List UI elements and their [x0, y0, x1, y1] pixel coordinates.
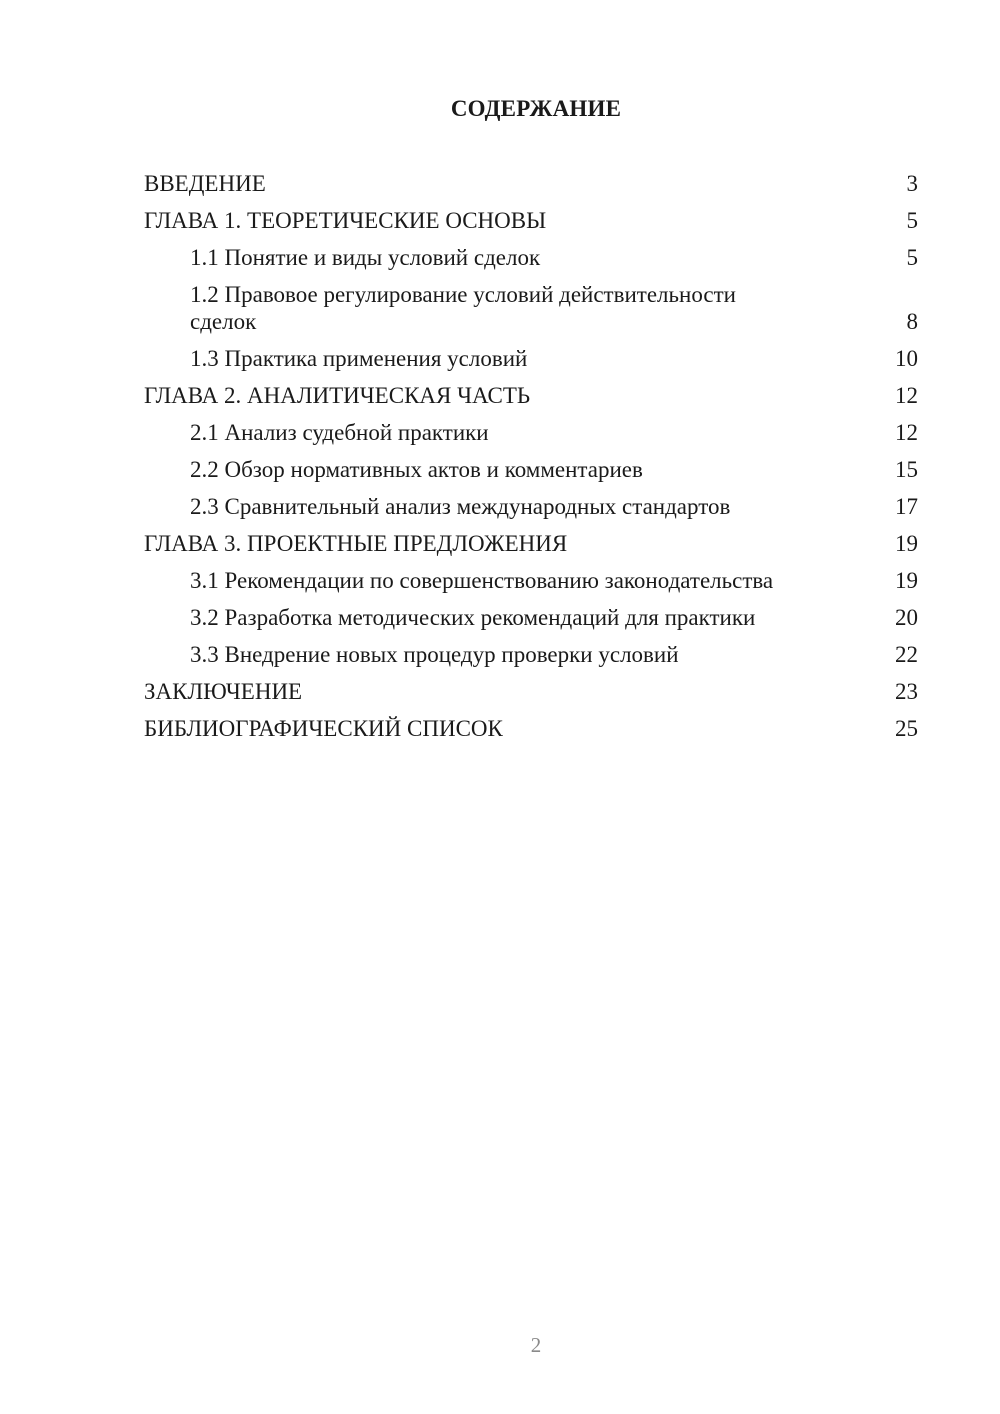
toc-entry-text: 2.2 Обзор нормативных актов и комментариев	[190, 457, 643, 482]
toc-entry-text: ГЛАВА 2. АНАЛИТИЧЕСКАЯ ЧАСТЬ	[144, 383, 531, 408]
toc-entry-page: 5	[906, 208, 918, 233]
toc-entry-text: БИБЛИОГРАФИЧЕСКИЙ СПИСОК	[144, 716, 503, 741]
toc-entry-page: 8	[906, 309, 918, 334]
toc-entry-page: 12	[895, 383, 918, 408]
toc-entry-text: ГЛАВА 3. ПРОЕКТНЫЕ ПРЕДЛОЖЕНИЯ	[144, 531, 568, 556]
toc-subentry[interactable]	[144, 454, 918, 491]
toc-entry-page: 5	[906, 245, 918, 270]
toc-entry-page: 19	[895, 568, 918, 593]
toc-subentry[interactable]	[144, 343, 918, 380]
toc-entry-page: 15	[895, 457, 918, 482]
toc-entry-page: 20	[895, 605, 918, 630]
table-of-contents	[144, 168, 918, 750]
toc-entry-text: 1.3 Практика применения условий	[190, 346, 528, 371]
toc-entry-text: 2.3 Сравнительный анализ международных стандартов	[190, 494, 731, 519]
toc-entry-page: 17	[895, 494, 918, 519]
toc-subentry[interactable]	[144, 565, 918, 602]
toc-subentry[interactable]	[144, 279, 918, 343]
toc-entry[interactable]	[144, 205, 918, 242]
toc-entry-page: 3	[906, 171, 918, 196]
toc-subentry[interactable]	[144, 602, 918, 639]
toc-entry-text: 3.2 Разработка методических рекомендаций для практики	[190, 605, 756, 630]
toc-entry-text: 3.1 Рекомендации по совершенствованию законодательства	[190, 568, 774, 593]
toc-entry-page: 22	[895, 642, 918, 667]
toc-subentry[interactable]	[144, 639, 918, 676]
toc-entry-page: 19	[895, 531, 918, 556]
toc-entry[interactable]	[144, 380, 918, 417]
toc-subentry[interactable]	[144, 491, 918, 528]
toc-entry-page: 10	[895, 346, 918, 371]
toc-entry-text: 2.1 Анализ судебной практики	[190, 420, 489, 445]
toc-subentry[interactable]	[144, 417, 918, 454]
toc-entry-page: 12	[895, 420, 918, 445]
toc-entry-text: 3.3 Внедрение новых процедур проверки условий	[190, 642, 679, 667]
toc-entry-page: 23	[895, 679, 918, 704]
toc-entry[interactable]	[144, 168, 918, 205]
toc-entry[interactable]	[144, 528, 918, 565]
toc-entry-text: ЗАКЛЮЧЕНИЕ	[144, 679, 303, 704]
page-title: СОДЕРЖАНИЕ	[450, 96, 622, 121]
toc-entry-text: ГЛАВА 1. ТЕОРЕТИЧЕСКИЕ ОСНОВЫ	[144, 208, 547, 233]
page-number: 2	[530, 1333, 542, 1357]
toc-subentry[interactable]	[144, 242, 918, 279]
toc-entry-text: 1.1 Понятие и виды условий сделок	[190, 245, 541, 270]
toc-entry-page: 25	[895, 716, 918, 741]
toc-entry[interactable]	[144, 713, 918, 750]
toc-entry[interactable]	[144, 676, 918, 713]
toc-entry-text: 1.2 Правовое регулирование условий действительности сделок	[190, 282, 736, 334]
toc-entry-text: ВВЕДЕНИЕ	[144, 171, 266, 196]
